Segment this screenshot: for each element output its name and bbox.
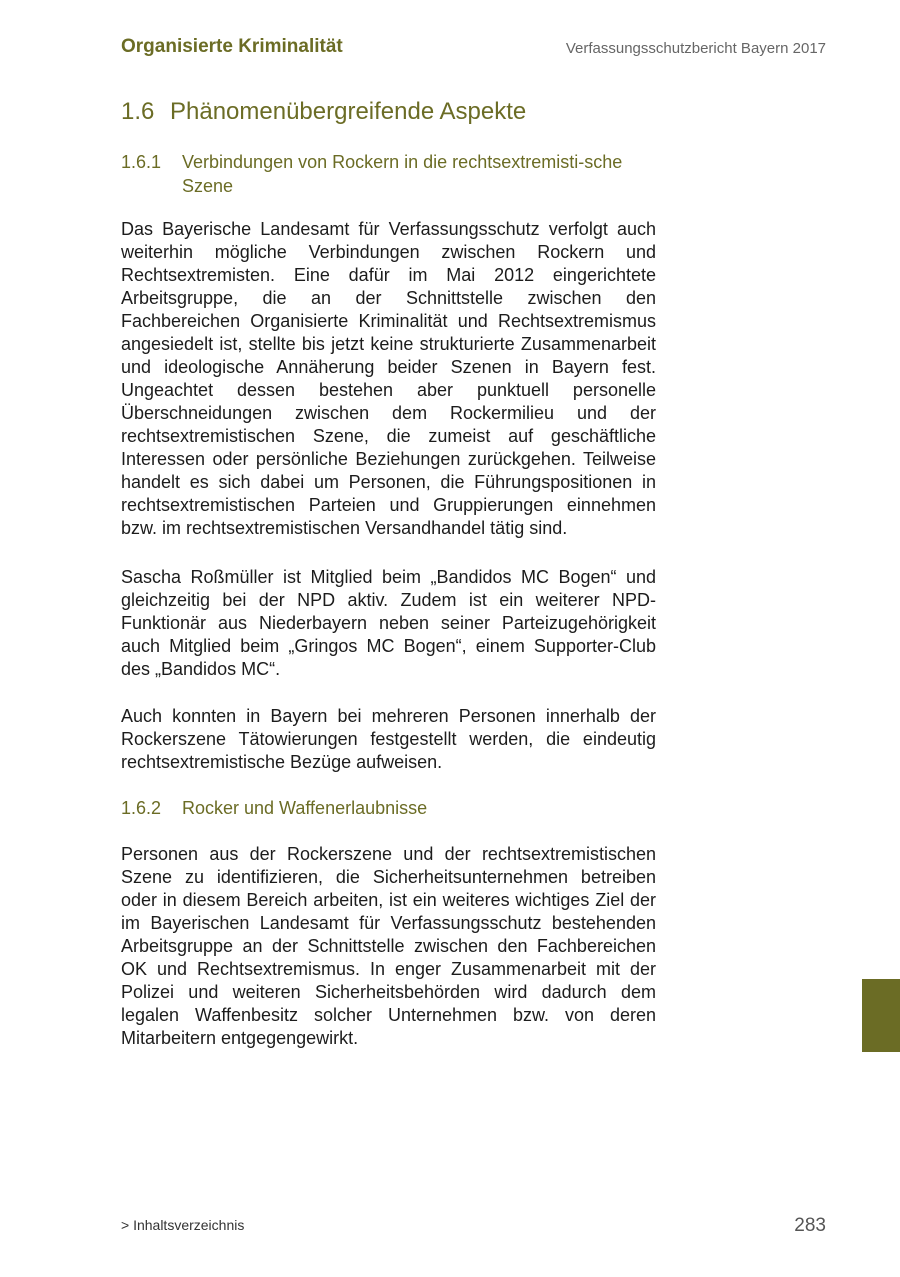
subsection-number: 1.6.1 (121, 152, 162, 172)
subsection-title: Verbindungen von Rockern in die rechtsextremisti-sche Szene (182, 152, 623, 196)
section-heading (121, 98, 526, 126)
subsection-heading-2 (121, 796, 427, 820)
body-paragraph: Auch konnten in Bayern bei mehreren Personen innerhalb der Rockerszene Tätowierungen festgestellt werden, die eindeutig rechtsextremistische Bezüge aufweisen. (121, 706, 656, 772)
body-paragraph: Sascha Roßmüller ist Mitglied beim „Bandidos MC Bogen“ und gleichzeitig bei der NPD aktiv. Zudem ist ein weiterer NPD-Funktionär aus Niederbayern neben seiner Parteizugehörigkeit auch Mitglied beim „Gringos MC Bogen“, einem Supporter-Club des „Bandidos MC“. (121, 567, 656, 679)
running-report-title: Verfassungsschutzbericht Bayern 2017 (565, 40, 826, 57)
subsection-number: 1.6.2 (121, 798, 162, 818)
subsection-heading-1 (121, 150, 661, 198)
page-number: 283 (794, 1215, 826, 1236)
body-paragraph: Personen aus der Rockerszene und der rechtsextremistischen Szene zu identifizieren, die Sicherheitsunternehmen betreiben oder in diesem Bereich arbeiten, ist ein weiteres wichtiges Ziel der im Bayerischen Landesamt für Verfassungsschutz bestehenden Arbeitsgruppe an der Schnittstelle zwischen den Fachbereichen OK und Rechtsextremismus. In enger Zusammenarbeit mit der Polizei und weiteren Sicherheitsbehörden wird dadurch dem legalen Waffenbesitz solcher Unternehmen bzw. von deren Mitarbeitern entgegengewirkt. (121, 844, 656, 1048)
subsection-title: Rocker und Waffenerlaubnisse (182, 798, 428, 818)
section-number: 1.6 (121, 98, 155, 125)
body-paragraph: Das Bayerische Landesamt für Verfassungsschutz verfolgt auch weiterhin mögliche Verbindungen zwischen Rockern und Rechtsextremisten. Eine dafür im Mai 2012 eingerichtete Arbeitsgruppe, die an der Schnittstelle zwischen den Fachbereichen Organisierte Kriminalität und Rechtsextremismus angesiedelt ist, stellte bis jetzt keine strukturierte Zusammenarbeit und ideologische Annäherung beider Szenen in Bayern fest. Ungeachtet dessen bestehen aber punktuell personelle Überschneidungen zwischen dem Rockermilieu und der rechtsextremistischen Szene, die zumeist auf geschäftliche Interessen oder persönliche Beziehungen zurückgehen. Teilweise handelt es sich dabei um Personen, die Führungspositionen in rechtsextremistischen Parteien und Gruppierungen einnehmen bzw. im rechtsextremistischen Versandhandel tätig sind. (121, 219, 656, 538)
section-title: Phänomenübergreifende Aspekte (170, 98, 527, 125)
table-of-contents-link[interactable]: > Inhaltsverzeichnis (121, 1217, 245, 1233)
running-section-title: Organisierte Kriminalität (121, 36, 343, 57)
chapter-tab-marker (862, 979, 900, 1052)
